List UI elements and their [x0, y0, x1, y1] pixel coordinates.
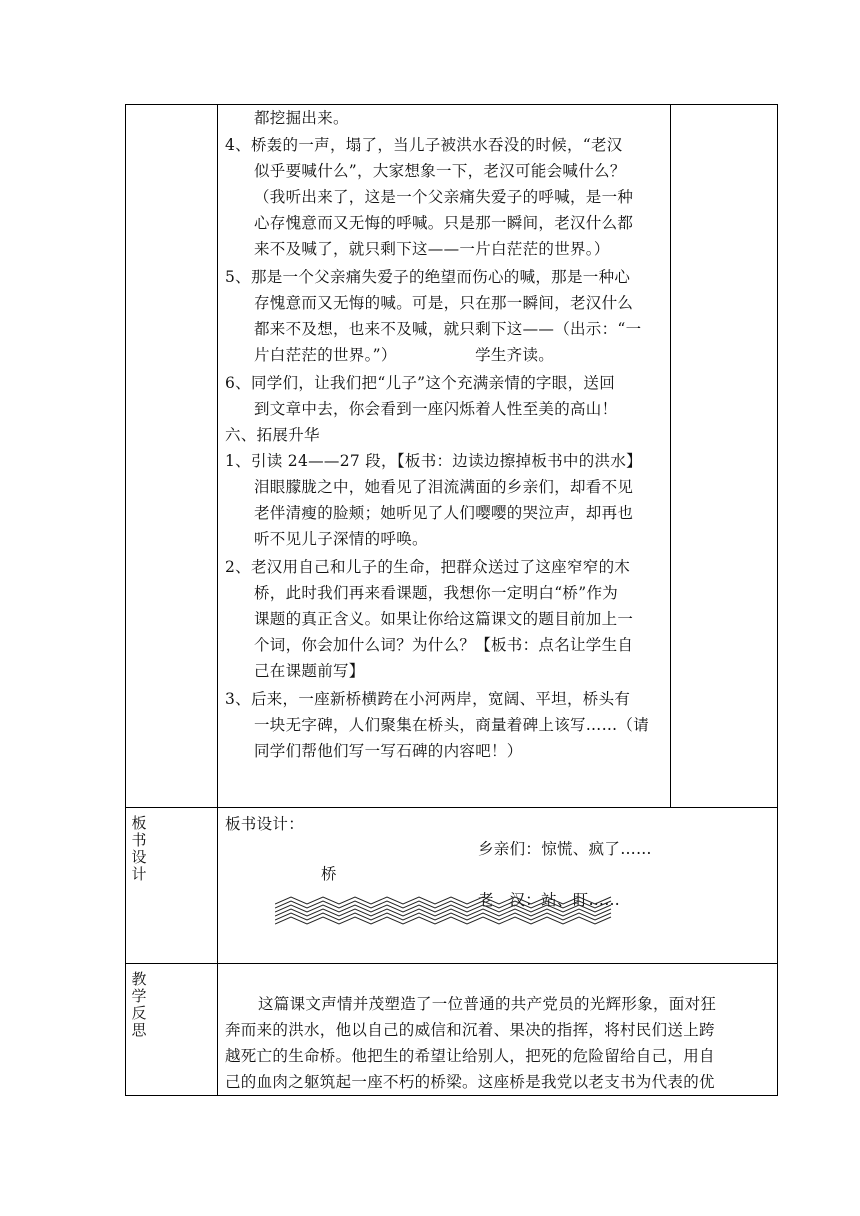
lesson-text-line: 似乎要喊什么”，大家想象一下，老汉可能会喊什么？ — [254, 162, 626, 180]
label-char: 计 — [131, 865, 147, 883]
lesson-text-line: 心存愧意而又无悔的呼喊。只是那一瞬间，老汉什么都 — [254, 214, 634, 232]
lesson-text-line: 4、桥轰的一声，塌了，当儿子被洪水吞没的时候，“老汉 — [225, 136, 623, 154]
lesson-text-line: 6、同学们，让我们把“儿子”这个充满亲情的字眼，送回 — [225, 374, 616, 392]
label-char: 书 — [131, 831, 147, 849]
lesson-text-line: 存愧意而又无悔的喊。可是，只在那一瞬间，老汉什么 — [254, 294, 634, 312]
table-column-divider — [217, 104, 218, 1096]
lesson-text-line: 来不及喊了，就只剩下这——一片白茫茫的世界。） — [254, 240, 610, 258]
lesson-text-line: 泪眼朦胧之中，她看见了泪流满面的乡亲们，却看不见 — [254, 478, 634, 496]
reflection-text-line: 奔而来的洪水，他以自己的威信和沉着、果决的指挥，将村民们送上跨 — [225, 1021, 715, 1039]
lesson-text-line: 个词，你会加什么词？为什么？【板书：点名让学生自 — [254, 636, 634, 654]
lesson-text-line: 到文章中去，你会看到一座闪烁着人性至美的高山！ — [254, 400, 618, 418]
lesson-text-line: 2、老汉用自己和儿子的生命，把群众送过了这座窄窄的木 — [225, 558, 631, 576]
table-bottom-border — [125, 1095, 778, 1096]
lesson-text-line: 听不见儿子深情的呼唤。 — [254, 530, 428, 548]
lesson-text-line: 老伴清瘦的脸颊；她听见了人们嘤嘤的哭泣声，却再也 — [254, 504, 634, 522]
board-heading: 板书设计： — [225, 815, 305, 833]
lesson-text-line: 3、后来，一座新桥横跨在小河两岸，宽阔、平坦，桥头有 — [225, 690, 631, 708]
lesson-text-line: 片白茫茫的世界。”） 学生齐读。 — [254, 346, 555, 364]
label-char: 板 — [131, 814, 147, 832]
board-bridge: 桥 — [321, 865, 337, 883]
lesson-text-line: 都来不及想，也来不及喊，就只剩下这——（出示：“一 — [254, 320, 642, 338]
reflection-text-line: 己的血肉之躯筑起一座不朽的桥梁。这座桥是我党以老支书为代表的优 — [225, 1073, 715, 1091]
lesson-text-line: 都挖掘出来。 — [254, 109, 349, 127]
table-right-border — [777, 104, 778, 1096]
section-heading: 六、拓展升华 — [225, 426, 320, 444]
label-char: 学 — [131, 987, 147, 1005]
table-left-border — [125, 104, 126, 1096]
table-inner-column-divider — [670, 104, 671, 807]
board-villagers: 乡亲们：惊慌、疯了…… — [478, 840, 652, 858]
board-old-man: 老 汉：站、盯…… — [478, 891, 621, 909]
label-char: 反 — [131, 1004, 147, 1022]
table-top-border — [125, 104, 778, 105]
reflection-label — [130, 971, 148, 1039]
label-char: 设 — [131, 848, 147, 866]
reflection-text-line: 这篇课文声情并茂塑造了一位普通的共产党员的光辉形象，面对狂 — [258, 995, 717, 1013]
flood-wave-lines — [275, 890, 615, 930]
table-row-divider-board — [125, 807, 778, 808]
lesson-text-line: 同学们帮他们写一写石碑的内容吧！） — [254, 742, 523, 760]
reflection-text-line: 越死亡的生命桥。他把生的希望让给别人，把死的危险留给自己，用自 — [225, 1047, 715, 1065]
label-char: 教 — [131, 970, 147, 988]
lesson-text-line: 桥，此时我们再来看课题，我想你一定明白“桥”作为 — [254, 584, 619, 602]
lesson-text-line: 课题的真正含义。如果让你给这篇课文的题目前加上一 — [254, 610, 634, 628]
board-design-label — [130, 815, 148, 883]
lesson-text-line: 己在课题前写】 — [254, 662, 365, 680]
lesson-text-line: （我听出来了，这是一个父亲痛失爱子的呼喊，是一种 — [254, 188, 634, 206]
table-row-divider-reflection — [125, 963, 778, 964]
label-char: 思 — [131, 1021, 147, 1039]
lesson-text-line: 一块无字碑，人们聚集在桥头，商量着碑上该写……（请 — [254, 716, 650, 734]
lesson-text-line: 1、引读 24——27 段，【板书：边读边擦掉板书中的洪水】 — [225, 452, 642, 470]
lesson-text-line: 5、那是一个父亲痛失爱子的绝望而伤心的喊，那是一种心 — [225, 268, 631, 286]
